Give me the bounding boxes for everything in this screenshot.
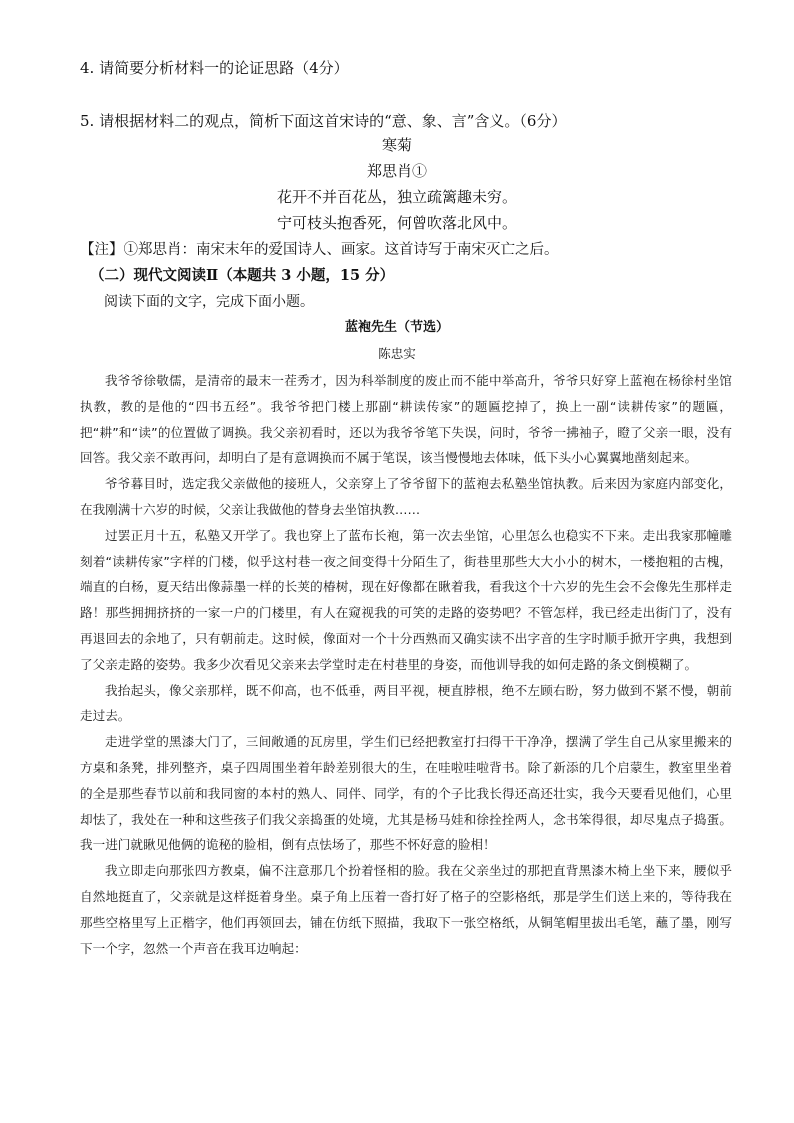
article-author: 陈忠实 [378, 346, 416, 361]
section-heading: （二）现代文阅读Ⅱ（本题共 3 小题，15 分） [90, 267, 395, 284]
article-paragraph: 过罢正月十五，私塾又开学了。我也穿上了蓝布长袍，第一次去坐馆，心里怎么也稳实不下来。走出我家那幢雕刻着“读耕传家”字样的门楼，似乎这村巷一夜之间变得十分陌生了，街巷里那些大大小小的树木，一楼抱粗的古槐，端直的白杨，夏天结出像蒜墨一样的长荚的椿树，现在好像都在瞅着我，看我这个十六岁的先生会不会像先生那样走路！那些拥拥挤挤的一家一户的门楼里，有人在窥视我的可笑的走路的姿势吧？不管怎样，我已经走出街门了，没有再退回去的余地了，只有朝前走。这时候，像面对一个十分西熟而又确实读不出字音的生字时顺手掀开字典，我想到了父亲走路的姿势。我多少次看见父亲来去学堂时走在村巷里的身姿，而他训导我的如何走路的条文倒模糊了。 [80, 527, 732, 672]
article-paragraph: 爷爷暮目时，选定我父亲做他的接班人，父亲穿上了爷爷留下的蓝袍去私塾坐馆执教。后来因为家庭内部变化，在我刚满十六岁的时候，父亲让我做他的替身去坐馆执教…… [80, 476, 732, 517]
article-paragraph: 我抬起头，像父亲那样，既不仰高，也不低垂，两目平视，梗直脖根，绝不左顾右盼，努力做到不紧不慢，朝前走过去。 [80, 682, 732, 724]
question-5: 5. 请根据材料二的观点，简析下面这首宋诗的“意、象、言”含义。（6分） [80, 112, 567, 130]
poem-title: 寒菊 [381, 136, 412, 154]
question-4: 4. 请简要分析材料一的论证思路（4分） [80, 59, 349, 77]
article-body [80, 368, 732, 961]
poem-line-1: 花开不并百花丛，独立疏篱趣未穷。 [276, 188, 517, 206]
section-instruction: 阅读下面的文字，完成下面小题。 [104, 294, 314, 310]
article-paragraph: 走进学堂的黑漆大门了，三间敞通的瓦房里，学生们已经把教室打扫得干干净净，摆满了学生自己从家里搬来的方桌和条凳，排列整齐，桌子四周围坐着年龄差别很大的生，在哇啦哇啦背书。除了新添的几个启蒙生，教室里坐着的全是那些春节以前和我同窗的本村的熟人、同伴、同学，有的个子比我长得还高还壮实，我今天要看见他们，心里却怯了，我处在一种和这些孩子们我父亲捣蛋的处境，尤其是杨马娃和徐拴拴两人，念书笨得很，却尽鬼点子捣蛋。我一进门就瞅见他俩的诡秘的脸相，倒有点怯场了，那些不怀好意的脸相！ [80, 734, 732, 853]
poem-note: 【注】①郑思肖：南宋末年的爱国诗人、画家。这首诗写于南宋灭亡之后。 [80, 242, 559, 258]
poem-line-2: 宁可枝头抱香死，何曾吹落北风中。 [276, 214, 517, 232]
poem-author: 郑思肖① [366, 162, 427, 180]
article-paragraph: 我立即走向那张四方教桌，偏不注意那几个扮着怪相的脸。我在父亲坐过的那把直背黑漆木椅上坐下来，腰似乎自然地挺直了，父亲就是这样挺着身坐。桌子角上压着一沓打好了格子的空影格纸，那是学生们送上来的，等待我在那些空格里写上正楷字，他们再领回去，铺在仿纸下照描，我取下一张空格纸，从铜笔帽里拔出毛笔，蘸了墨，刚写下一个字，忽然一个声音在我耳边响起： [80, 863, 732, 956]
article-paragraph: 我爷爷徐敬儒，是清帝的最末一茬秀才，因为科举制度的废止而不能中举高升，爷爷只好穿上蓝袍在杨徐村坐馆执教，教的是他的“四书五经”。我爷爷把门楼上那副“耕读传家”的题匾挖掉了，换上一副“读耕传家”的题匾，把“耕”和“读”的位置做了调换。我父亲初看时，还以为我爷爷笔下失误，问时，爷爷一拂袖子，瞪了父亲一眼，没有回答。我父亲不敢再问，却明白了是有意调换而不属于笔误，该当慢慢地去体味，低下头小心翼翼地凿刻起来。 [80, 373, 732, 466]
article-title: 蓝袍先生（节选） [344, 320, 449, 335]
